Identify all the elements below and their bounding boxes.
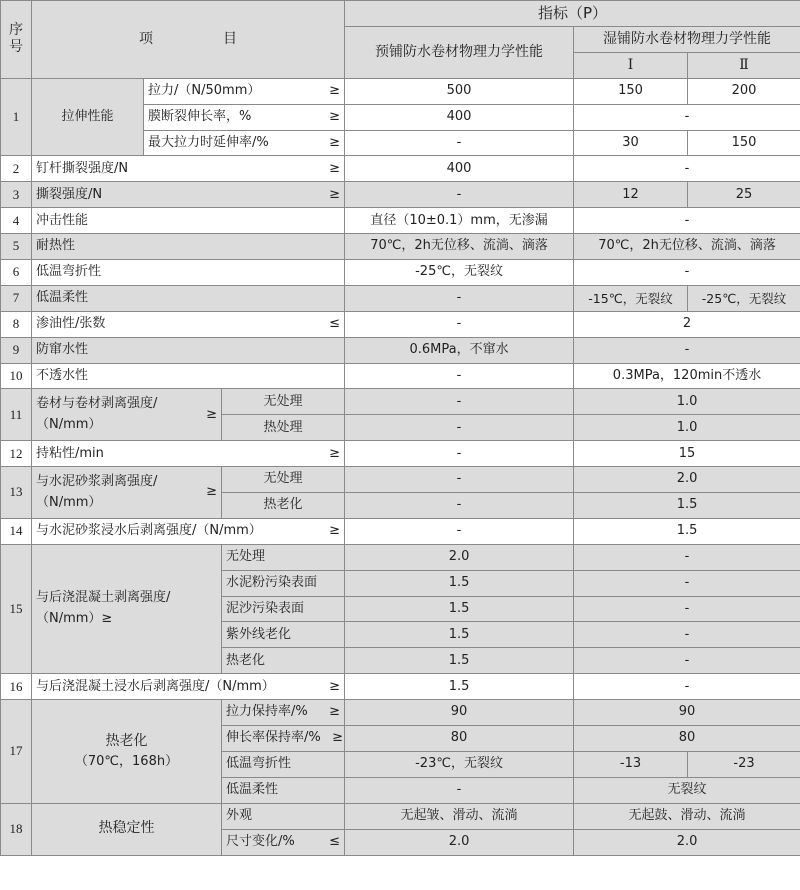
row-number: 17 [1,700,32,804]
sub-item: 最大拉力时延伸率/% [148,134,269,150]
item-name: 与后浇混凝土剥离强度/（N/mm）≥ [36,590,171,627]
table-row [1,803,800,829]
table-row [1,260,800,286]
comparison-sign: ≤ [329,833,341,849]
row-number: 2 [1,156,32,182]
item-name: 低温柔性 [32,285,345,311]
sub-item: 外观 [222,803,345,829]
row-number: 14 [1,518,32,544]
row-number: 12 [1,441,32,467]
wet-value: - [574,544,800,570]
header-row [1,1,800,27]
wet-value: 15 [574,441,800,467]
row-number: 4 [1,208,32,234]
table-row [1,337,800,363]
pre-value: 400 [345,156,574,182]
table-row [1,700,800,726]
comparison-sign: ≥ [329,186,341,202]
table-row [1,78,800,104]
item-row [32,674,345,700]
item-row [32,441,345,467]
sub-item: 水泥粉污染表面 [222,570,345,596]
sub-item: 低温柔性 [222,777,345,803]
wet-value: 1.0 [574,415,800,441]
table-row [1,156,800,182]
item-group [32,700,222,804]
wet-value: - [574,674,800,700]
item-name: 不透水性 [32,363,345,389]
wet-value: - [574,104,800,130]
wet-value: 0.3MPa，120min不透水 [574,363,800,389]
pre-value: - [345,518,574,544]
wet-II-value: -23 [688,751,800,777]
row-number: 1 [1,78,32,156]
wet-I-value: -15℃，无裂纹 [574,285,688,311]
pre-value: 1.5 [345,622,574,648]
item-name: 撕裂强度/N [36,186,103,202]
item-name: 拉伸性能 [32,78,144,156]
sub-item: 热处理 [222,415,345,441]
sub-item: 拉力保持率/% [226,704,308,720]
sub-item: 伸长率保持率/% [226,730,321,746]
wet-value: 2.0 [574,467,800,493]
wet-value: - [574,260,800,286]
sub-item-row [144,130,345,156]
item-name: 钉杆撕裂强度/N [36,160,129,176]
pre-value: 2.0 [345,829,574,855]
row-number: 13 [1,467,32,519]
sub-item: 热老化 [222,493,345,519]
row-number: 18 [1,803,32,855]
pre-value: 70℃，2h无位移、流淌、滴落 [345,234,574,260]
sub-item: 泥沙污染表面 [222,596,345,622]
table-row [1,544,800,570]
pre-value: 1.5 [345,596,574,622]
row-number: 11 [1,389,32,441]
row-number: 5 [1,234,32,260]
wet-I-value: 12 [574,182,688,208]
comparison-sign: ≥ [329,445,341,461]
pre-value: - [345,311,574,337]
pre-value: - [345,777,574,803]
wet-II-value: 25 [688,182,800,208]
row-number: 9 [1,337,32,363]
pre-value: - [345,389,574,415]
item-name: 与后浇混凝土浸水后剥离强度/（N/mm） [36,678,275,694]
item-group [32,467,222,519]
sub-item: 无处理 [222,544,345,570]
item-name: 冲击性能 [32,208,345,234]
header-wet-I: Ⅰ [574,52,688,78]
table-row [1,441,800,467]
item-name: 与水泥砂浆剥离强度/（N/mm） [36,473,158,510]
wet-value: 2.0 [574,829,800,855]
item-group [32,389,222,441]
item-row [32,156,345,182]
pre-value: 直径（10±0.1）mm，无渗漏 [345,208,574,234]
wet-value: - [574,622,800,648]
comparison-sign: ≥ [206,484,217,500]
wet-value: - [574,596,800,622]
wet-II-value: 150 [688,130,800,156]
table-row [1,518,800,544]
row-number: 3 [1,182,32,208]
pre-value: -23℃，无裂纹 [345,751,574,777]
sub-item-row [222,700,345,726]
wet-value: - [574,648,800,674]
wet-value: - [574,570,800,596]
wet-I-value: -13 [574,751,688,777]
pre-value: - [345,415,574,441]
pre-value: - [345,441,574,467]
comparison-sign: ≥ [329,134,341,150]
pre-value: 1.5 [345,570,574,596]
sub-item: 无处理 [222,389,345,415]
wet-value: 无裂纹 [574,777,800,803]
row-number: 6 [1,260,32,286]
sub-item-row [222,829,345,855]
table-row [1,311,800,337]
sub-item: 尺寸变化/% [226,833,295,849]
pre-value: 1.5 [345,648,574,674]
row-number: 10 [1,363,32,389]
sub-item-row [222,726,345,752]
comparison-sign: ≥ [206,406,217,422]
item-name: 低温弯折性 [32,260,345,286]
header-wet-II: Ⅱ [688,52,800,78]
wet-II-value: 200 [688,78,800,104]
header-index: 指标（P） [345,1,800,27]
wet-value: 80 [574,726,800,752]
item-group [32,544,222,673]
row-number: 16 [1,674,32,700]
table-row [1,208,800,234]
wet-I-value: 30 [574,130,688,156]
comparison-sign: ≥ [329,678,341,694]
comparison-sign: ≥ [329,83,341,99]
wet-value: - [574,208,800,234]
row-number: 7 [1,285,32,311]
item-name: 与水泥砂浆浸水后剥离强度/（N/mm） [36,523,262,539]
item-name: 渗油性/张数 [36,316,106,332]
item-row [32,518,345,544]
item-name: 持粘性/min [36,445,104,461]
table-row [1,363,800,389]
item-name: 热稳定性 [32,803,222,855]
pre-value: -25℃，无裂纹 [345,260,574,286]
table-row [1,467,800,493]
pre-value: 500 [345,78,574,104]
wet-value: 无起鼓、滑动、流淌 [574,803,800,829]
sub-item: 拉力/（N/50mm） [148,83,261,99]
comparison-sign: ≥ [332,730,344,746]
pre-value: - [345,285,574,311]
row-number: 15 [1,544,32,673]
wet-value: 1.0 [574,389,800,415]
table-row [1,234,800,260]
comparison-sign: ≥ [329,523,341,539]
comparison-sign: ≥ [329,160,341,176]
pre-value: - [345,467,574,493]
sub-item: 无处理 [222,467,345,493]
pre-value: 0.6MPa，不窜水 [345,337,574,363]
pre-value: 2.0 [345,544,574,570]
pre-value: 400 [345,104,574,130]
pre-value: 1.5 [345,674,574,700]
item-row [32,182,345,208]
wet-I-value: 150 [574,78,688,104]
sub-item: 紫外线老化 [222,622,345,648]
header-item: 项 目 [32,1,345,79]
wet-value: 90 [574,700,800,726]
wet-value: - [574,337,800,363]
comparison-sign: ≥ [329,704,341,720]
item-row [32,311,345,337]
sub-item-row [144,78,345,104]
table-row [1,674,800,700]
pre-value: - [345,493,574,519]
row-number: 8 [1,311,32,337]
wet-value: 1.5 [574,493,800,519]
wet-value: 2 [574,311,800,337]
pre-value: - [345,363,574,389]
table-row [1,285,800,311]
item-name: 耐热性 [32,234,345,260]
sub-item: 膜断裂伸长率，% [148,108,252,124]
item-name: 防窜水性 [32,337,345,363]
item-condition: （70℃，168h） [74,754,179,770]
pre-value: - [345,182,574,208]
wet-value: 70℃，2h无位移、流淌、滴落 [574,234,800,260]
sub-item-row [144,104,345,130]
wet-value: 1.5 [574,518,800,544]
header-seq: 序号 [1,1,32,79]
wet-value: - [574,156,800,182]
pre-value: 无起皱、滑动、流淌 [345,803,574,829]
comparison-sign: ≥ [329,108,341,124]
table-row [1,182,800,208]
comparison-sign: ≤ [329,316,341,332]
sub-item: 热老化 [222,648,345,674]
item-name: 卷材与卷材剥离强度/（N/mm） [36,396,158,432]
item-name: 热老化 [105,732,148,749]
pre-value: 80 [345,726,574,752]
sub-item: 低温弯折性 [222,751,345,777]
pre-value: - [345,130,574,156]
header-pre: 预铺防水卷材物理力学性能 [345,27,574,79]
pre-value: 90 [345,700,574,726]
header-wet: 湿铺防水卷材物理力学性能 [574,27,800,53]
table-row [1,389,800,415]
wet-II-value: -25℃，无裂纹 [688,285,800,311]
